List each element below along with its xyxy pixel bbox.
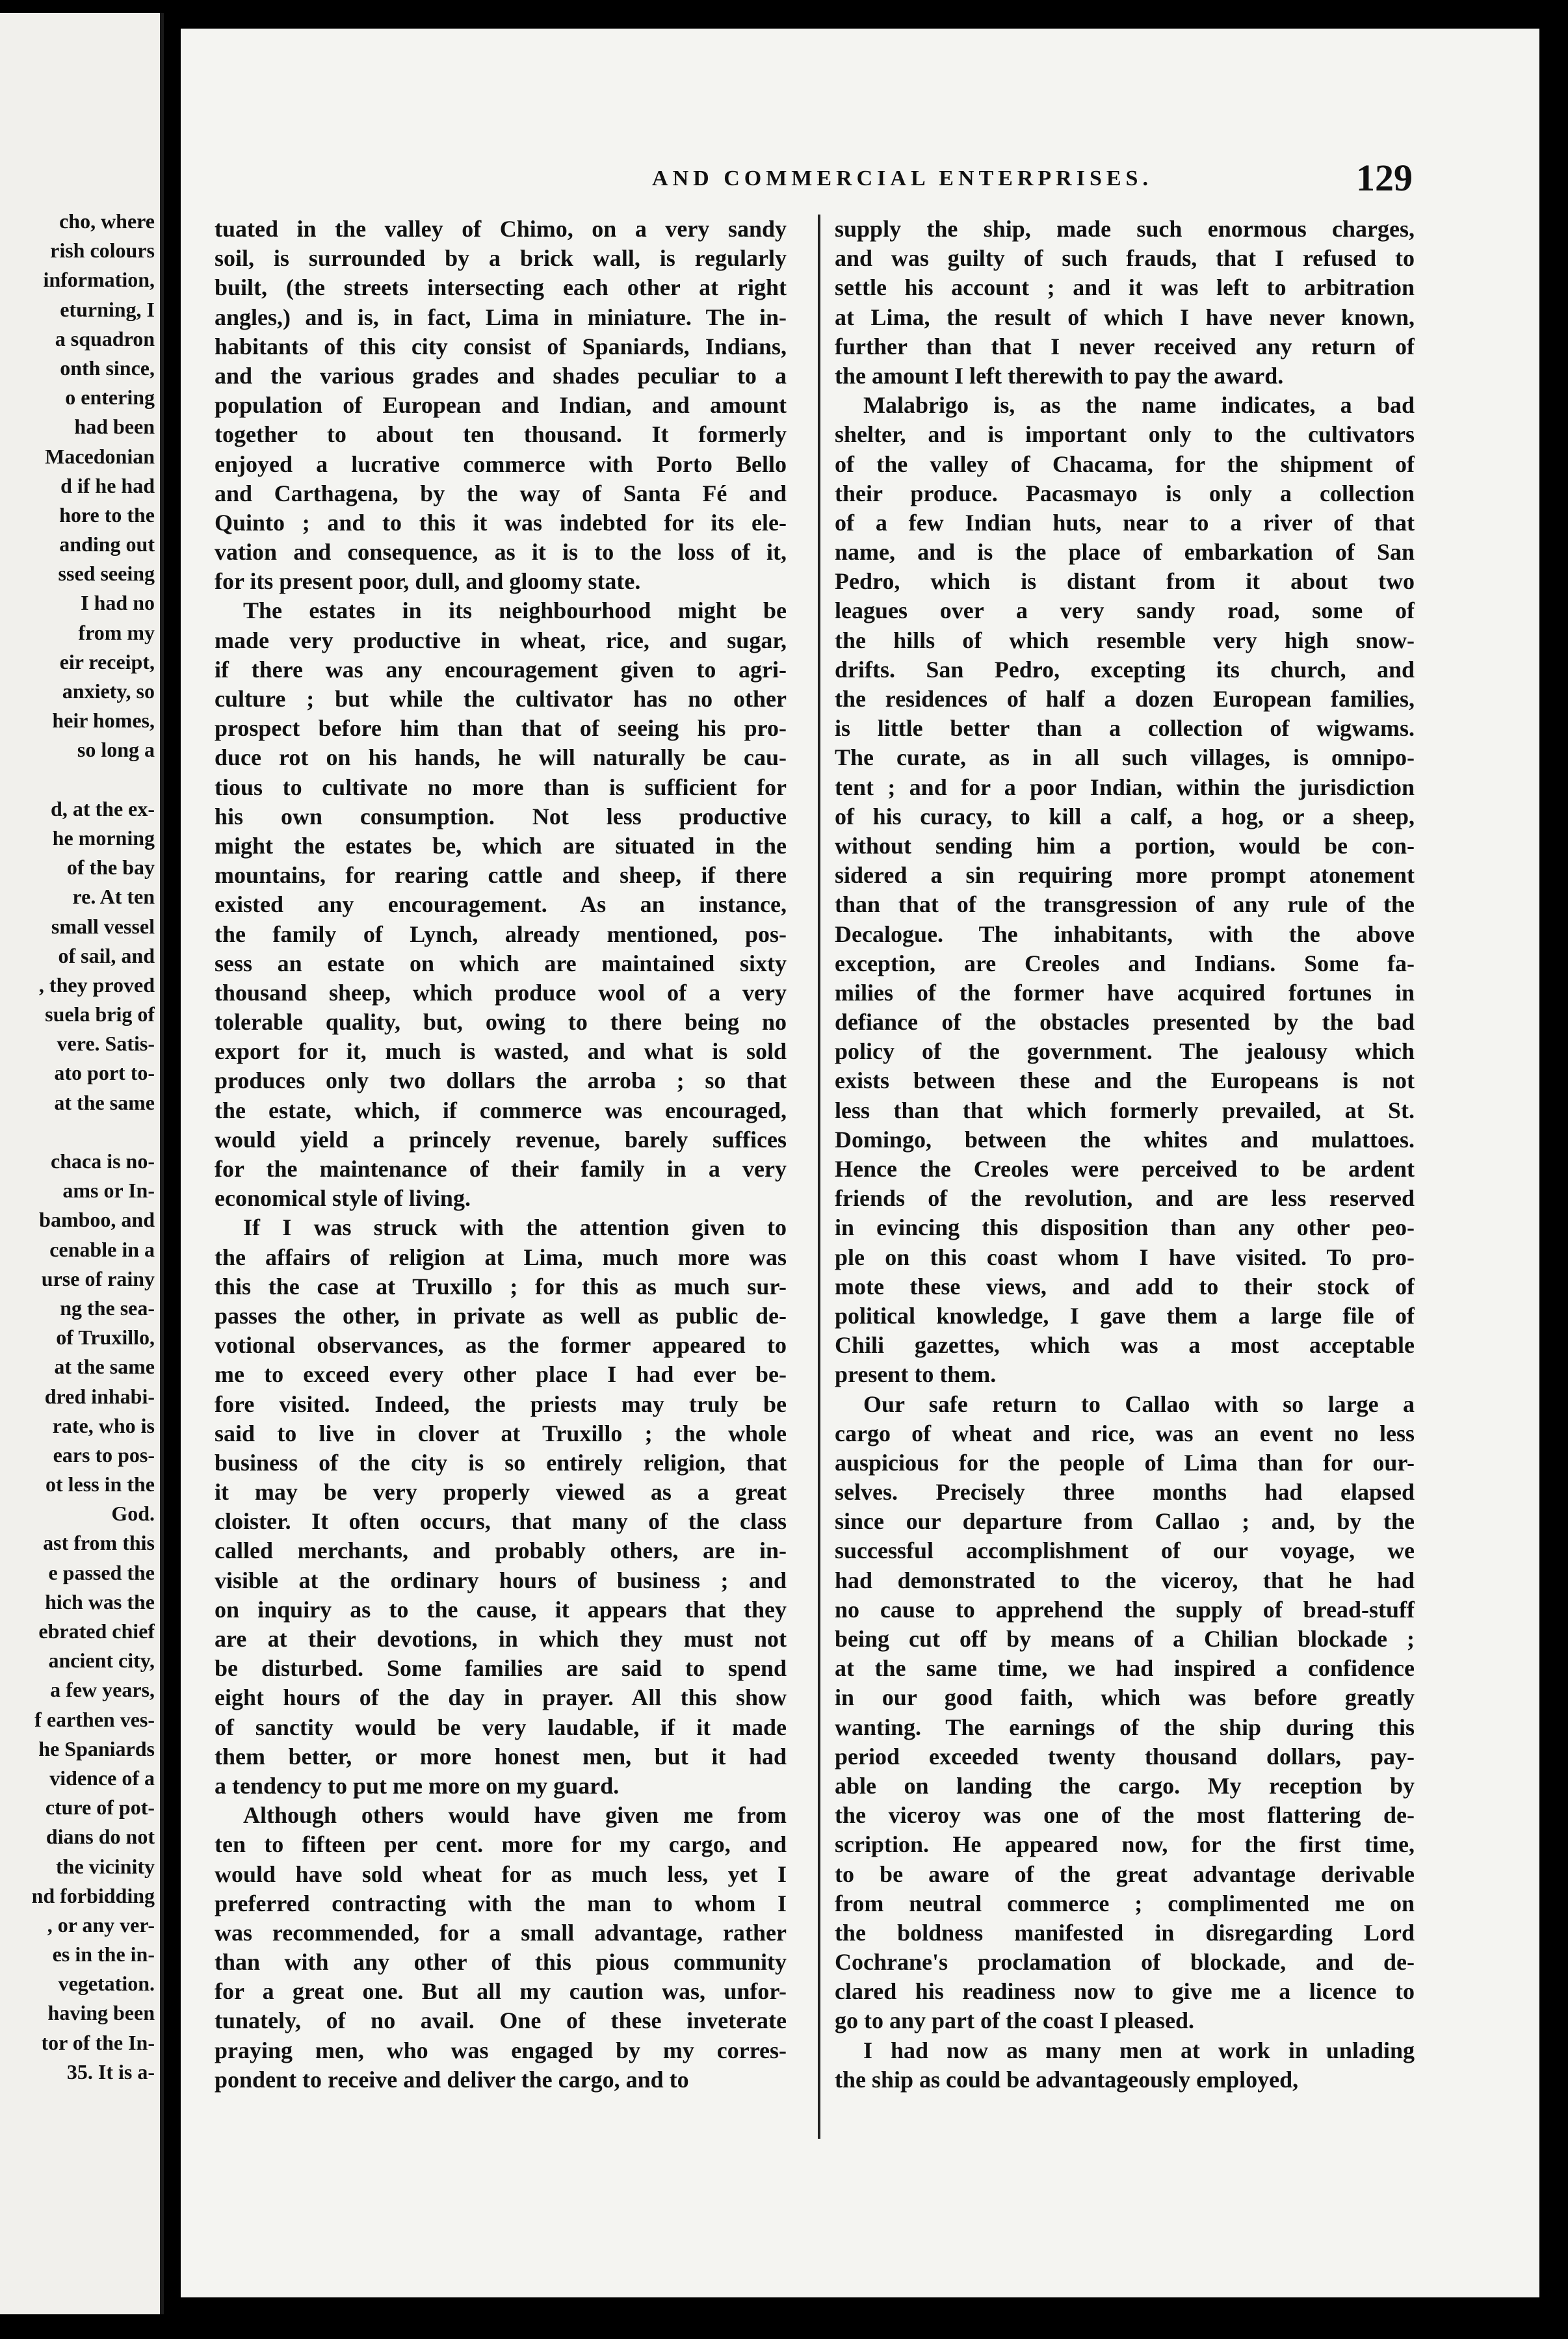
text-line: is little better than a collection of wigwams.: [835, 715, 1415, 742]
text-line: sidered a sin requiring more prompt atonement: [835, 862, 1415, 889]
facing-page-line: rish colours: [50, 239, 155, 263]
facing-page-line: at the same: [54, 1090, 155, 1114]
text-column-right: [835, 215, 1415, 2095]
facing-page-line: had been: [74, 415, 155, 439]
text-line: I had now as many men at work in unlading: [863, 2037, 1415, 2063]
text-line: a tendency to put me more on my guard.: [215, 1772, 620, 1799]
facing-page-line: , they proved: [38, 973, 155, 997]
text-line: vation and consequence, as it is to the loss of it,: [215, 539, 787, 566]
text-line: pondent to receive and deliver the cargo, and to: [215, 2066, 689, 2093]
facing-page-line: vidence of a: [49, 1766, 155, 1790]
text-line: mountains, for rearing cattle and sheep, if there: [215, 862, 787, 889]
facing-page-line: , or any ver-: [47, 1913, 155, 1937]
text-line: cloister. It often occurs, that many of the class: [215, 1508, 787, 1535]
facing-page-line: 35. It is a-: [66, 2059, 155, 2084]
facing-page-lines: [0, 207, 155, 2087]
text-line: cargo of wheat and rice, was an event no less: [835, 1420, 1415, 1446]
text-line: together to about ten thousand. It formerly: [215, 421, 787, 448]
text-line: Although others would have given me from: [243, 1802, 787, 1829]
text-line: Cochrane's proclamation of blockade, and de-: [835, 1949, 1415, 1976]
text-line: was recommended, for a small advantage, rather: [215, 1919, 787, 1946]
facing-page-line: cture of pot-: [45, 1796, 155, 1820]
text-line: the amount I left therewith to pay the award.: [835, 362, 1284, 389]
text-line: Chili gazettes, which was a most acceptable: [835, 1332, 1415, 1359]
facing-page-line: he morning: [52, 826, 155, 850]
facing-page-line: dians do not: [46, 1825, 155, 1849]
facing-page-line: eir receipt,: [59, 649, 155, 673]
text-line: produces only two dollars the arroba ; so that: [215, 1067, 787, 1094]
facing-page-fragment: [0, 13, 164, 2314]
text-line: drifts. San Pedro, excepting its church, and: [835, 656, 1415, 683]
text-line: and the various grades and shades peculiar to a: [215, 362, 787, 389]
facing-page-line: bamboo, and: [39, 1208, 155, 1232]
text-line: Decalogue. The inhabitants, with the above: [835, 921, 1415, 947]
book-page: [181, 29, 1539, 2297]
facing-page-line: nd forbidding: [31, 1883, 155, 1907]
text-line: policy of the government. The jealousy which: [835, 1038, 1415, 1065]
facing-page-line: ebrated chief: [38, 1619, 155, 1643]
facing-page-line: of the bay: [66, 856, 155, 880]
text-line: for a great one. But all my caution was, unfor-: [215, 1978, 787, 2005]
text-line: mote these views, and add to their stock of: [835, 1273, 1415, 1300]
text-line: angles,) and is, in fact, Lima in miniature. The in-: [215, 304, 787, 330]
facing-page-line: ot less in the: [46, 1472, 155, 1496]
text-line: votional observances, as the former appeared to: [215, 1332, 787, 1359]
text-line: be disturbed. Some families are said to spend: [215, 1655, 787, 1682]
facing-page-line: f earthen ves-: [34, 1707, 155, 1731]
text-line: The estates in its neighbourhood might be: [243, 597, 787, 624]
facing-page-line: I had no: [81, 591, 155, 615]
facing-page-line: having been: [47, 2001, 155, 2025]
text-line: are at their devotions, in which they must not: [215, 1626, 787, 1652]
text-line: me to exceed every other place I had ever be-: [215, 1361, 787, 1388]
facing-page-line: so long a: [77, 738, 155, 762]
facing-page-line: cenable in a: [49, 1237, 155, 1261]
facing-page-line: the vicinity: [56, 1854, 155, 1878]
facing-page-line: a few years,: [50, 1678, 155, 1702]
text-line: called merchants, and probably others, are in-: [215, 1537, 787, 1564]
text-line: passes the other, in private as well as public de-: [215, 1302, 787, 1329]
facing-page-line: ast from this: [43, 1531, 155, 1555]
text-line: Quinto ; and to this it was indebted for its ele-: [215, 509, 787, 536]
text-line: visible at the ordinary hours of business ; and: [215, 1567, 787, 1593]
text-line: would yield a princely revenue, barely suffices: [215, 1126, 787, 1153]
text-line: population of European and Indian, and amount: [215, 392, 787, 419]
text-line: his own consumption. Not less productive: [215, 803, 787, 830]
text-line: of sanctity would be very laudable, if it made: [215, 1714, 787, 1740]
text-line: since our departure from Callao ; and, by the: [835, 1508, 1415, 1535]
text-line: preferred contracting with the man to whom I: [215, 1890, 787, 1916]
text-line: name, and is the place of embarkation of San: [835, 539, 1415, 566]
facing-page-line: a squadron: [55, 326, 155, 350]
text-line: being cut off by means of a Chilian blockade ;: [835, 1626, 1415, 1652]
facing-page-line: anxiety, so: [62, 679, 155, 703]
text-line: fore visited. Indeed, the priests may truly be: [215, 1391, 787, 1417]
facing-page-line: dred inhabi-: [44, 1384, 155, 1408]
text-line: than with any other of this pious community: [215, 1949, 787, 1976]
text-line: If I was struck with the attention given to: [243, 1214, 787, 1241]
text-line: existed any encouragement. As an instance,: [215, 891, 787, 918]
facing-page-line: suela brig of: [45, 1002, 155, 1026]
text-line: Malabrigo is, as the name indicates, a bad: [863, 392, 1415, 419]
text-line: it may be very properly viewed as a great: [215, 1479, 787, 1506]
text-line: wanting. The earnings of the ship during this: [835, 1714, 1415, 1740]
text-line: exists between these and the Europeans is not: [835, 1067, 1415, 1094]
text-line: prospect before him than that of seeing his pro-: [215, 715, 787, 742]
text-line: the affairs of religion at Lima, much more was: [215, 1244, 787, 1270]
text-line: less than that which formerly prevailed, at St.: [835, 1097, 1415, 1123]
text-column-left: [215, 215, 787, 2095]
text-line: without sending him a portion, would be con-: [835, 832, 1415, 859]
text-line: of his curacy, to kill a calf, a hog, or a sheep,: [835, 803, 1415, 830]
text-line: the family of Lynch, already mentioned, pos-: [215, 921, 787, 947]
text-line: eight hours of the day in prayer. All this show: [215, 1684, 787, 1711]
facing-page-line: from my: [78, 620, 155, 644]
facing-page-line: small vessel: [51, 914, 155, 938]
text-line: go to any part of the coast I pleased.: [835, 2007, 1194, 2034]
text-line: present to them.: [835, 1361, 997, 1388]
text-line: export for it, much is wasted, and what is sold: [215, 1038, 787, 1065]
text-line: the estate, which, if commerce was encouraged,: [215, 1097, 787, 1123]
text-line: able on landing the cargo. My reception by: [835, 1772, 1415, 1799]
facing-page-line: o entering: [65, 385, 155, 410]
text-line: period exceeded twenty thousand dollars, pay-: [835, 1743, 1415, 1770]
facing-page-line: ears to pos-: [53, 1443, 155, 1467]
facing-page-line: [0, 765, 155, 794]
text-line: further than that I never received any return of: [835, 333, 1415, 359]
text-line: clared his readiness now to give me a licence to: [835, 1978, 1415, 2005]
text-line: business of the city is so entirely religion, that: [215, 1449, 787, 1476]
text-line: praying men, who was engaged by my corres-: [215, 2037, 787, 2063]
scan-border: [1539, 0, 1568, 2339]
text-line: than that of the transgression of any rule of the: [835, 891, 1415, 918]
text-line: would have sold wheat for as much less, yet I: [215, 1861, 787, 1887]
text-line: Hence the Creoles were perceived to be ardent: [835, 1156, 1415, 1182]
text-line: built, (the streets intersecting each other at right: [215, 274, 787, 301]
text-line: thousand sheep, which produce wool of a very: [215, 979, 787, 1006]
column-divider: [818, 215, 820, 2139]
text-line: duce rot on his hands, he will naturally be cau-: [215, 744, 787, 771]
text-line: political knowledge, I gave them a large file of: [835, 1302, 1415, 1329]
text-line: to be aware of the great advantage derivable: [835, 1861, 1415, 1887]
text-line: in evincing this disposition than any other peo-: [835, 1214, 1415, 1241]
text-line: this the case at Truxillo ; for this as much sur-: [215, 1273, 787, 1300]
text-line: of the valley of Chacama, for the shipment of: [835, 451, 1415, 477]
text-line: the residences of half a dozen European families,: [835, 686, 1415, 712]
facing-page-line: he Spaniards: [38, 1736, 155, 1760]
text-line: auspicious for the people of Lima than for our-: [835, 1449, 1415, 1476]
text-line: and was guilty of such frauds, that I refused to: [835, 245, 1415, 272]
facing-page-line: vere. Satis-: [57, 1032, 155, 1056]
text-line: tious to cultivate no more than is sufficient for: [215, 774, 787, 800]
facing-page-line: es in the in-: [52, 1942, 155, 1967]
text-line: sess an estate on which are maintained sixty: [215, 950, 787, 976]
text-line: might the estates be, which are situated in the: [215, 832, 787, 859]
facing-page-line: chaca is no-: [51, 1149, 155, 1173]
facing-page-line: information,: [43, 268, 155, 292]
text-line: made very productive in wheat, rice, and sugar,: [215, 627, 787, 653]
text-line: successful accomplishment of our voyage, we: [835, 1537, 1415, 1564]
text-line: economical style of living.: [215, 1185, 471, 1212]
facing-page-line: [0, 1117, 155, 1147]
facing-page-line: urse of rainy: [41, 1266, 155, 1290]
facing-page-line: hich was the: [45, 1589, 155, 1614]
text-line: Our safe return to Callao with so large a: [863, 1391, 1415, 1417]
text-line: enjoyed a lucrative commerce with Porto Bello: [215, 451, 787, 477]
facing-page-line: ssed seeing: [58, 562, 155, 586]
facing-page-line: eturning, I: [60, 297, 155, 321]
facing-page-line: ams or In-: [62, 1179, 155, 1203]
facing-page-line: at the same: [54, 1355, 155, 1379]
text-line: leagues over a very sandy road, some of: [835, 597, 1415, 624]
facing-page-line: cho, where: [59, 209, 155, 233]
facing-page-line: tor of the In-: [41, 2030, 155, 2054]
text-line: the viceroy was one of the most flattering de-: [835, 1802, 1415, 1829]
facing-page-line: hore to the: [59, 503, 155, 527]
facing-page-line: God.: [111, 1502, 155, 1526]
facing-page-line: re. At ten: [72, 885, 155, 909]
text-line: selves. Precisely three months had elapsed: [835, 1479, 1415, 1506]
text-line: of a few Indian huts, near to a river of that: [835, 509, 1415, 536]
facing-page-line: ng the sea-: [60, 1296, 155, 1320]
text-line: tunately, of no avail. One of these inveterate: [215, 2007, 787, 2034]
running-head: AND COMMERCIAL ENTERPRISES.: [652, 166, 1153, 190]
text-line: habitants of this city consist of Spaniards, Indians,: [215, 333, 787, 359]
facing-page-line: of Truxillo,: [56, 1326, 155, 1350]
text-line: no cause to apprehend the supply of bread-stuff: [835, 1596, 1415, 1623]
text-line: friends of the revolution, and are less reserved: [835, 1185, 1415, 1212]
text-line: Domingo, between the whites and mulattoes.: [835, 1126, 1415, 1153]
facing-page-line: Macedonian: [45, 444, 155, 468]
facing-page-line: d if he had: [60, 473, 155, 497]
text-line: their produce. Pacasmayo is only a collection: [835, 480, 1415, 506]
text-line: tent ; and for a poor Indian, within the jurisdiction: [835, 774, 1415, 800]
text-line: milies of the former have acquired fortunes in: [835, 979, 1415, 1006]
facing-page-line: e passed the: [48, 1560, 155, 1584]
text-line: supply the ship, made such enormous charges,: [835, 216, 1415, 242]
text-line: tuated in the valley of Chimo, on a very sandy: [215, 216, 787, 242]
text-line: the hills of which resemble very high snow-: [835, 627, 1415, 653]
text-line: defiance of the obstacles presented by the bad: [835, 1009, 1415, 1036]
text-line: at Lima, the result of which I have never known,: [835, 304, 1415, 330]
text-line: said to live in clover at Truxillo ; the whole: [215, 1420, 787, 1446]
text-line: shelter, and is important only to the cultivators: [835, 421, 1415, 448]
text-line: the boldness manifested in disregarding Lord: [835, 1919, 1415, 1946]
facing-page-line: d, at the ex-: [51, 796, 155, 820]
text-line: Pedro, which is distant from it about two: [835, 568, 1415, 595]
facing-page-line: anding out: [59, 532, 155, 556]
text-line: the ship as could be advantageously employed,: [835, 2066, 1299, 2093]
text-line: from neutral commerce ; complimented me on: [835, 1890, 1415, 1916]
text-line: culture ; but while the cultivator has no other: [215, 686, 787, 712]
text-line: tolerable quality, but, owing to there being no: [215, 1009, 787, 1036]
facing-page-line: ancient city,: [48, 1649, 155, 1673]
text-line: at the same time, we had inspired a confidence: [835, 1655, 1415, 1682]
facing-page-line: ato port to-: [54, 1061, 155, 1085]
text-line: settle his account ; and it was left to arbitration: [835, 274, 1415, 301]
facing-page-line: rate, who is: [52, 1413, 155, 1437]
facing-page-line: vegetation.: [58, 1972, 155, 1996]
page-number: 129: [1356, 157, 1413, 199]
text-line: scription. He appeared now, for the first time,: [835, 1831, 1415, 1858]
facing-page-line: of sail, and: [58, 943, 155, 967]
text-line: for its present poor, dull, and gloomy state.: [215, 568, 641, 595]
text-line: exception, are Creoles and Indians. Some fa-: [835, 950, 1415, 976]
text-line: soil, is surrounded by a brick wall, is regularly: [215, 245, 787, 272]
text-line: for the maintenance of their family in a very: [215, 1156, 787, 1182]
text-line: on inquiry as to the cause, it appears that they: [215, 1596, 787, 1623]
text-line: The curate, as in all such villages, is omnipo-: [835, 744, 1415, 771]
text-line: them better, or more honest men, but it had: [215, 1743, 787, 1770]
text-line: if there was any encouragement given to agri-: [215, 656, 787, 683]
text-line: and Carthagena, by the way of Santa Fé and: [215, 480, 787, 506]
text-line: ple on this coast whom I have visited. To pro-: [835, 1244, 1415, 1270]
text-line: had demonstrated to the viceroy, that he had: [835, 1567, 1415, 1593]
text-line: in our good faith, which was before greatly: [835, 1684, 1415, 1711]
text-line: ten to fifteen per cent. more for my cargo, and: [215, 1831, 787, 1858]
facing-page-line: onth since,: [60, 356, 155, 380]
facing-page-line: heir homes,: [52, 709, 155, 733]
